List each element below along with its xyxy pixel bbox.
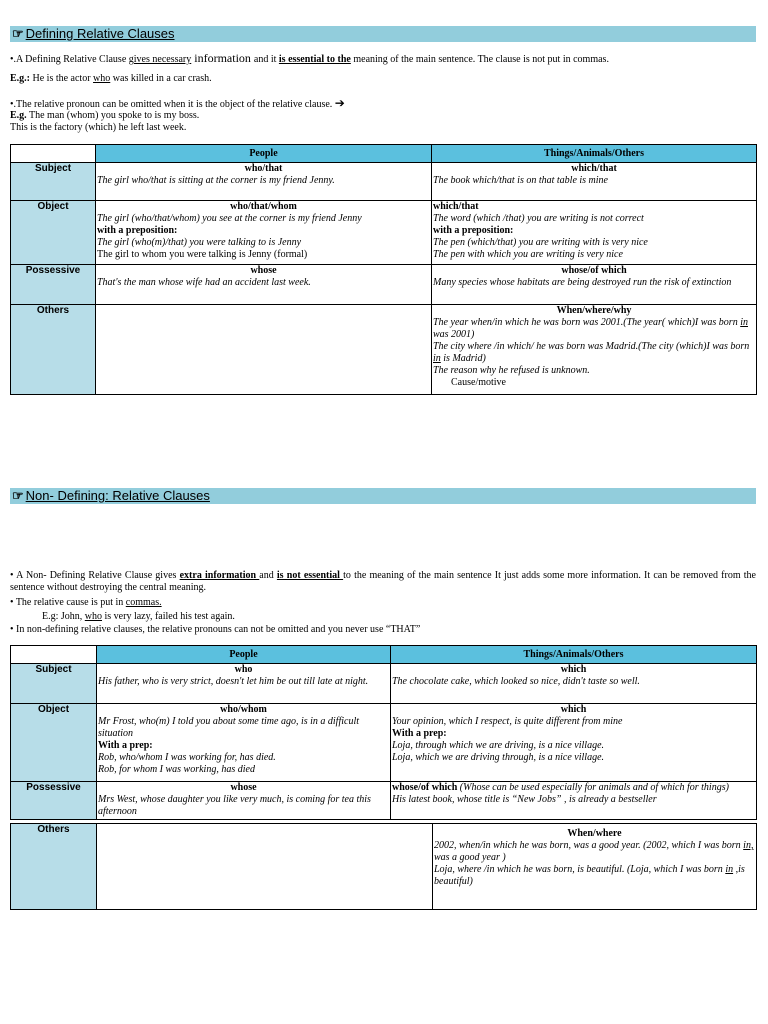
row-header-others: Others xyxy=(11,305,96,395)
cell-people: who/that/whom The girl (who/that/whom) you see at the corner is my friend Jenny with a preposition: The girl (who(m)/that) you were talking to is Jenny The girl to whom you were talking is Jenny (formal) xyxy=(96,201,432,265)
cell-people-empty xyxy=(96,305,432,395)
table-corner xyxy=(11,646,97,664)
non-defining-bullet-3: • In non-defining relative clauses, the relative pronouns can not be omitted and you never use “THAT” xyxy=(10,624,421,635)
row-header-others: Others xyxy=(11,824,97,910)
column-header-people: People xyxy=(97,646,391,664)
section-title: Defining Relative Clauses xyxy=(25,26,175,41)
cell-people: who/that The girl who/that is sitting at the corner is my friend Jenny. xyxy=(96,163,432,201)
table-row xyxy=(11,305,757,395)
section-title: Non- Defining: Relative Clauses xyxy=(25,488,210,503)
cell-people-empty xyxy=(97,824,433,910)
non-defining-table-others xyxy=(10,823,757,910)
row-header-possessive: Possessive xyxy=(11,265,96,305)
cell-things: which Your opinion, which I respect, is quite different from mine With a prep: Loja, through which we are driving, is a nice village. Loja, which we are driving through, is a nice village. xyxy=(391,704,757,782)
row-header-possessive: Possessive xyxy=(11,782,97,820)
cell-things: which The chocolate cake, which looked so nice, didn't taste so well. xyxy=(391,664,757,704)
section-heading-non-defining xyxy=(10,488,756,504)
table-row xyxy=(11,704,757,782)
table-row xyxy=(11,782,757,820)
non-defining-table xyxy=(10,645,757,820)
table-row xyxy=(11,664,757,704)
table-row xyxy=(11,265,757,305)
non-defining-bullet-2: • The relative cause is put in commas. xyxy=(10,597,162,608)
defining-bullet-2: •.The relative pronoun can be omitted when it is the object of the relative clause. ➔ xyxy=(10,96,345,110)
right-arrow-icon: ➔ xyxy=(334,96,345,110)
column-header-things: Things/Animals/Others xyxy=(432,145,757,163)
non-defining-example: E.g: John, who is very lazy, failed his test again. xyxy=(42,611,235,622)
defining-bullet-1: •.A Defining Relative Clause gives necessary information and it is essential to the meaning of the main sentence. The clause is not put in commas. xyxy=(10,51,609,65)
defining-example-1: E.g.: He is the actor who was killed in a car crash. xyxy=(10,73,212,84)
row-header-object: Object xyxy=(11,704,97,782)
table-row xyxy=(11,163,757,201)
cell-people: whose Mrs West, whose daughter you like very much, is coming for tea this afternoon xyxy=(97,782,391,820)
row-header-subject: Subject xyxy=(11,664,97,704)
cell-people: whose That's the man whose wife had an accident last week. xyxy=(96,265,432,305)
cell-people: who/whom Mr Frost, who(m) I told you about some time ago, is in a difficult situation With a prep: Rob, who/whom I was working for, has died. Rob, for whom I was working, has died xyxy=(97,704,391,782)
cell-things: whose/of which (Whose can be used especially for animals and of which for things) His latest book, whose title is “New Jobs” , is already a bestseller xyxy=(391,782,757,820)
cell-people: who His father, who is very strict, doesn't let him be out till late at night. xyxy=(97,664,391,704)
cell-things: whose/of which Many species whose habitats are being destroyed run the risk of extinction xyxy=(432,265,757,305)
cell-things: which/that The book which/that is on that table is mine xyxy=(432,163,757,201)
pointing-hand-icon: ☞ xyxy=(12,26,24,41)
row-header-subject: Subject xyxy=(11,163,96,201)
table-row xyxy=(11,201,757,265)
table-row xyxy=(11,824,757,910)
table-corner xyxy=(11,145,96,163)
cell-things: When/where/why The year when/in which he was born was 2001.(The year( which)I was born in was 2001) The city where /in which/ he was born was Madrid.(The city (which)I was born in is Madrid) The reason why he refused is unknown. Cause/motive xyxy=(432,305,757,395)
pointing-hand-icon: ☞ xyxy=(12,488,24,503)
non-defining-bullet-1: • A Non- Defining Relative Clause gives extra information and is not essential to the meaning of the main sentence It just adds some more information. It can be removed from the sentence without destroying the central meaning. xyxy=(10,570,756,593)
row-header-object: Object xyxy=(11,201,96,265)
defining-example-3: This is the factory (which) he left last week. xyxy=(10,122,187,133)
defining-example-2: E.g. The man (whom) you spoke to is my boss. xyxy=(10,110,200,121)
cell-things: which/that The word (which /that) you are writing is not correct with a preposition: The pen (which/that) you are writing with is very nice The pen with which you are writing is very nice xyxy=(432,201,757,265)
column-header-things: Things/Animals/Others xyxy=(391,646,757,664)
defining-table xyxy=(10,144,757,395)
section-heading-defining xyxy=(10,26,756,42)
cell-things: When/where 2002, when/in which he was born, was a good year. (2002, which I was born in, was a good year ) Loja, where /in which he was born, is beautiful. (Loja, which I was born in ,is beautiful) xyxy=(433,824,757,910)
column-header-people: People xyxy=(96,145,432,163)
